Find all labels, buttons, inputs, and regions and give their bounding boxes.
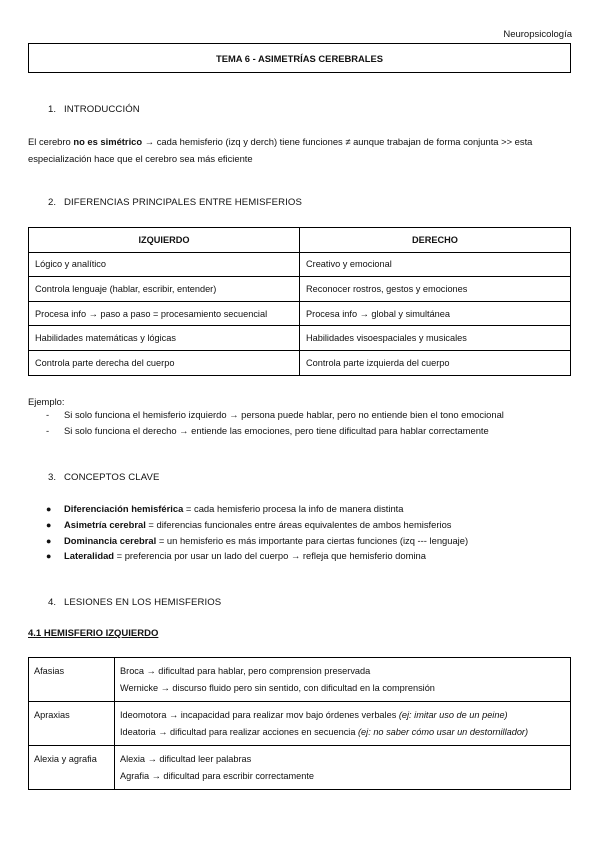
- subsection-heading: 4.1 HEMISFERIO IZQUIERDO: [28, 628, 159, 639]
- table-row: [29, 277, 571, 302]
- concept-item: [46, 535, 468, 546]
- lesion-line: Ideomotora → incapacidad para realizar mov bajo órdenes verbales: [120, 710, 399, 720]
- intro-paragraph: [28, 133, 576, 167]
- lesion-line: Alexia → dificultad leer palabras: [120, 754, 252, 764]
- page-header: Neuropsicología: [503, 29, 572, 40]
- cell-right: Reconocer rostros, gestos y emociones: [300, 277, 571, 302]
- example-text: Si solo funciona el derecho → entiende las emociones, pero tiene dificultad para hablar correctamente: [64, 425, 489, 436]
- lesion-desc: [115, 658, 571, 702]
- section-number: 2.: [48, 197, 57, 208]
- table-row: [29, 326, 571, 351]
- intro-text-post: → cada hemisferio (izq y derch) tiene funciones ≠ aunque trabajan de forma conjunta >> esta: [142, 136, 533, 147]
- concept-term: Lateralidad: [64, 550, 115, 561]
- lesions-table: [28, 657, 571, 790]
- concept-def: = cada hemisferio procesa la info de manera distinta: [183, 503, 404, 514]
- section-label: CONCEPTOS CLAVE: [64, 472, 160, 483]
- section-heading-lesions: [48, 597, 221, 608]
- lesion-desc: [115, 746, 571, 790]
- example-text: Si solo funciona el hemisferio izquierdo → persona puede hablar, pero no entiende bien el tono emocional: [64, 409, 504, 420]
- table-row: [29, 746, 571, 790]
- lesion-name: Afasias: [29, 658, 115, 702]
- cell-right: Creativo y emocional: [300, 252, 571, 277]
- header-right: DERECHO: [300, 228, 571, 253]
- header-left: IZQUIERDO: [29, 228, 300, 253]
- concept-term: Diferenciación hemisférica: [64, 503, 184, 514]
- intro-text: El cerebro: [28, 136, 74, 147]
- table-row: [29, 350, 571, 375]
- concept-item: [46, 519, 451, 530]
- lesion-example: (ej: imitar uso de un peine): [398, 710, 508, 720]
- lesion-line: Broca → dificultad para hablar, pero comprension preservada: [120, 666, 371, 676]
- lesion-example: (ej: no saber cómo usar un destornillador): [358, 726, 529, 737]
- section-heading-concepts: [48, 472, 160, 483]
- page-title: TEMA 6 - ASIMETRÍAS CEREBRALES: [28, 43, 571, 73]
- concept-term: Dominancia cerebral: [64, 535, 157, 546]
- cell-left: Controla parte derecha del cuerpo: [29, 350, 300, 375]
- example-label: Ejemplo:: [28, 396, 65, 407]
- concept-item: [46, 503, 404, 514]
- intro-text-line2: especialización hace que el cerebro sea más eficiente: [28, 153, 253, 164]
- table-row: [29, 252, 571, 277]
- section-label: DIFERENCIAS PRINCIPALES ENTRE HEMISFERIOS: [64, 197, 302, 208]
- concept-def: = preferencia por usar un lado del cuerpo → refleja que hemisferio domina: [114, 550, 426, 561]
- lesion-line: Wernicke → discurso fluido pero sin sentido, con dificultad en la comprensión: [120, 682, 435, 693]
- concept-def: = diferencias funcionales entre áreas equivalentes de ambos hemisferios: [145, 519, 452, 530]
- cell-left: Controla lenguaje (hablar, escribir, entender): [29, 277, 300, 302]
- cell-right: Controla parte izquierda del cuerpo: [300, 350, 571, 375]
- cell-right: Habilidades visoespaciales y musicales: [300, 326, 571, 351]
- section-number: 3.: [48, 472, 57, 483]
- differences-table: [28, 227, 571, 376]
- table-header-row: [29, 228, 571, 253]
- lesion-line: Agrafia → dificultad para escribir correctamente: [120, 770, 315, 781]
- lesion-line: Ideatoria → dificultad para realizar acciones en secuencia: [120, 726, 358, 737]
- example-item: - Si solo funciona el hemisferio izquierdo → persona puede hablar, pero no entiende bien el tono emocional: [46, 409, 504, 420]
- bullet-icon: ●: [46, 536, 52, 546]
- example-item: - Si solo funciona el derecho → entiende las emociones, pero tiene dificultad para hablar correctamente: [46, 425, 489, 436]
- concept-def: = un hemisferio es más importante para ciertas funciones (izq --- lenguaje): [156, 535, 469, 546]
- section-number: 1.: [48, 104, 57, 115]
- cell-right: Procesa info → global y simultánea: [300, 301, 571, 326]
- section-label: LESIONES EN LOS HEMISFERIOS: [64, 597, 222, 608]
- intro-bold: no es simétrico: [73, 136, 143, 147]
- lesion-name: Alexia y agrafia: [29, 746, 115, 790]
- bullet-icon: ●: [46, 520, 52, 530]
- section-heading-differences: [48, 197, 302, 208]
- table-row: [29, 658, 571, 702]
- bullet-icon: ●: [46, 504, 52, 514]
- section-number: 4.: [48, 597, 57, 608]
- concept-term: Asimetría cerebral: [64, 519, 146, 530]
- lesion-name: Apraxias: [29, 702, 115, 746]
- table-row: [29, 702, 571, 746]
- cell-left: Procesa info → paso a paso = procesamiento secuencial: [29, 301, 300, 326]
- cell-left: Habilidades matemáticas y lógicas: [29, 326, 300, 351]
- cell-left: Lógico y analítico: [29, 252, 300, 277]
- table-row: [29, 301, 571, 326]
- lesion-desc: [115, 702, 571, 746]
- section-heading-intro: [48, 104, 140, 115]
- concept-item: [46, 550, 426, 561]
- bullet-icon: ●: [46, 551, 52, 561]
- section-label: INTRODUCCIÓN: [64, 104, 140, 115]
